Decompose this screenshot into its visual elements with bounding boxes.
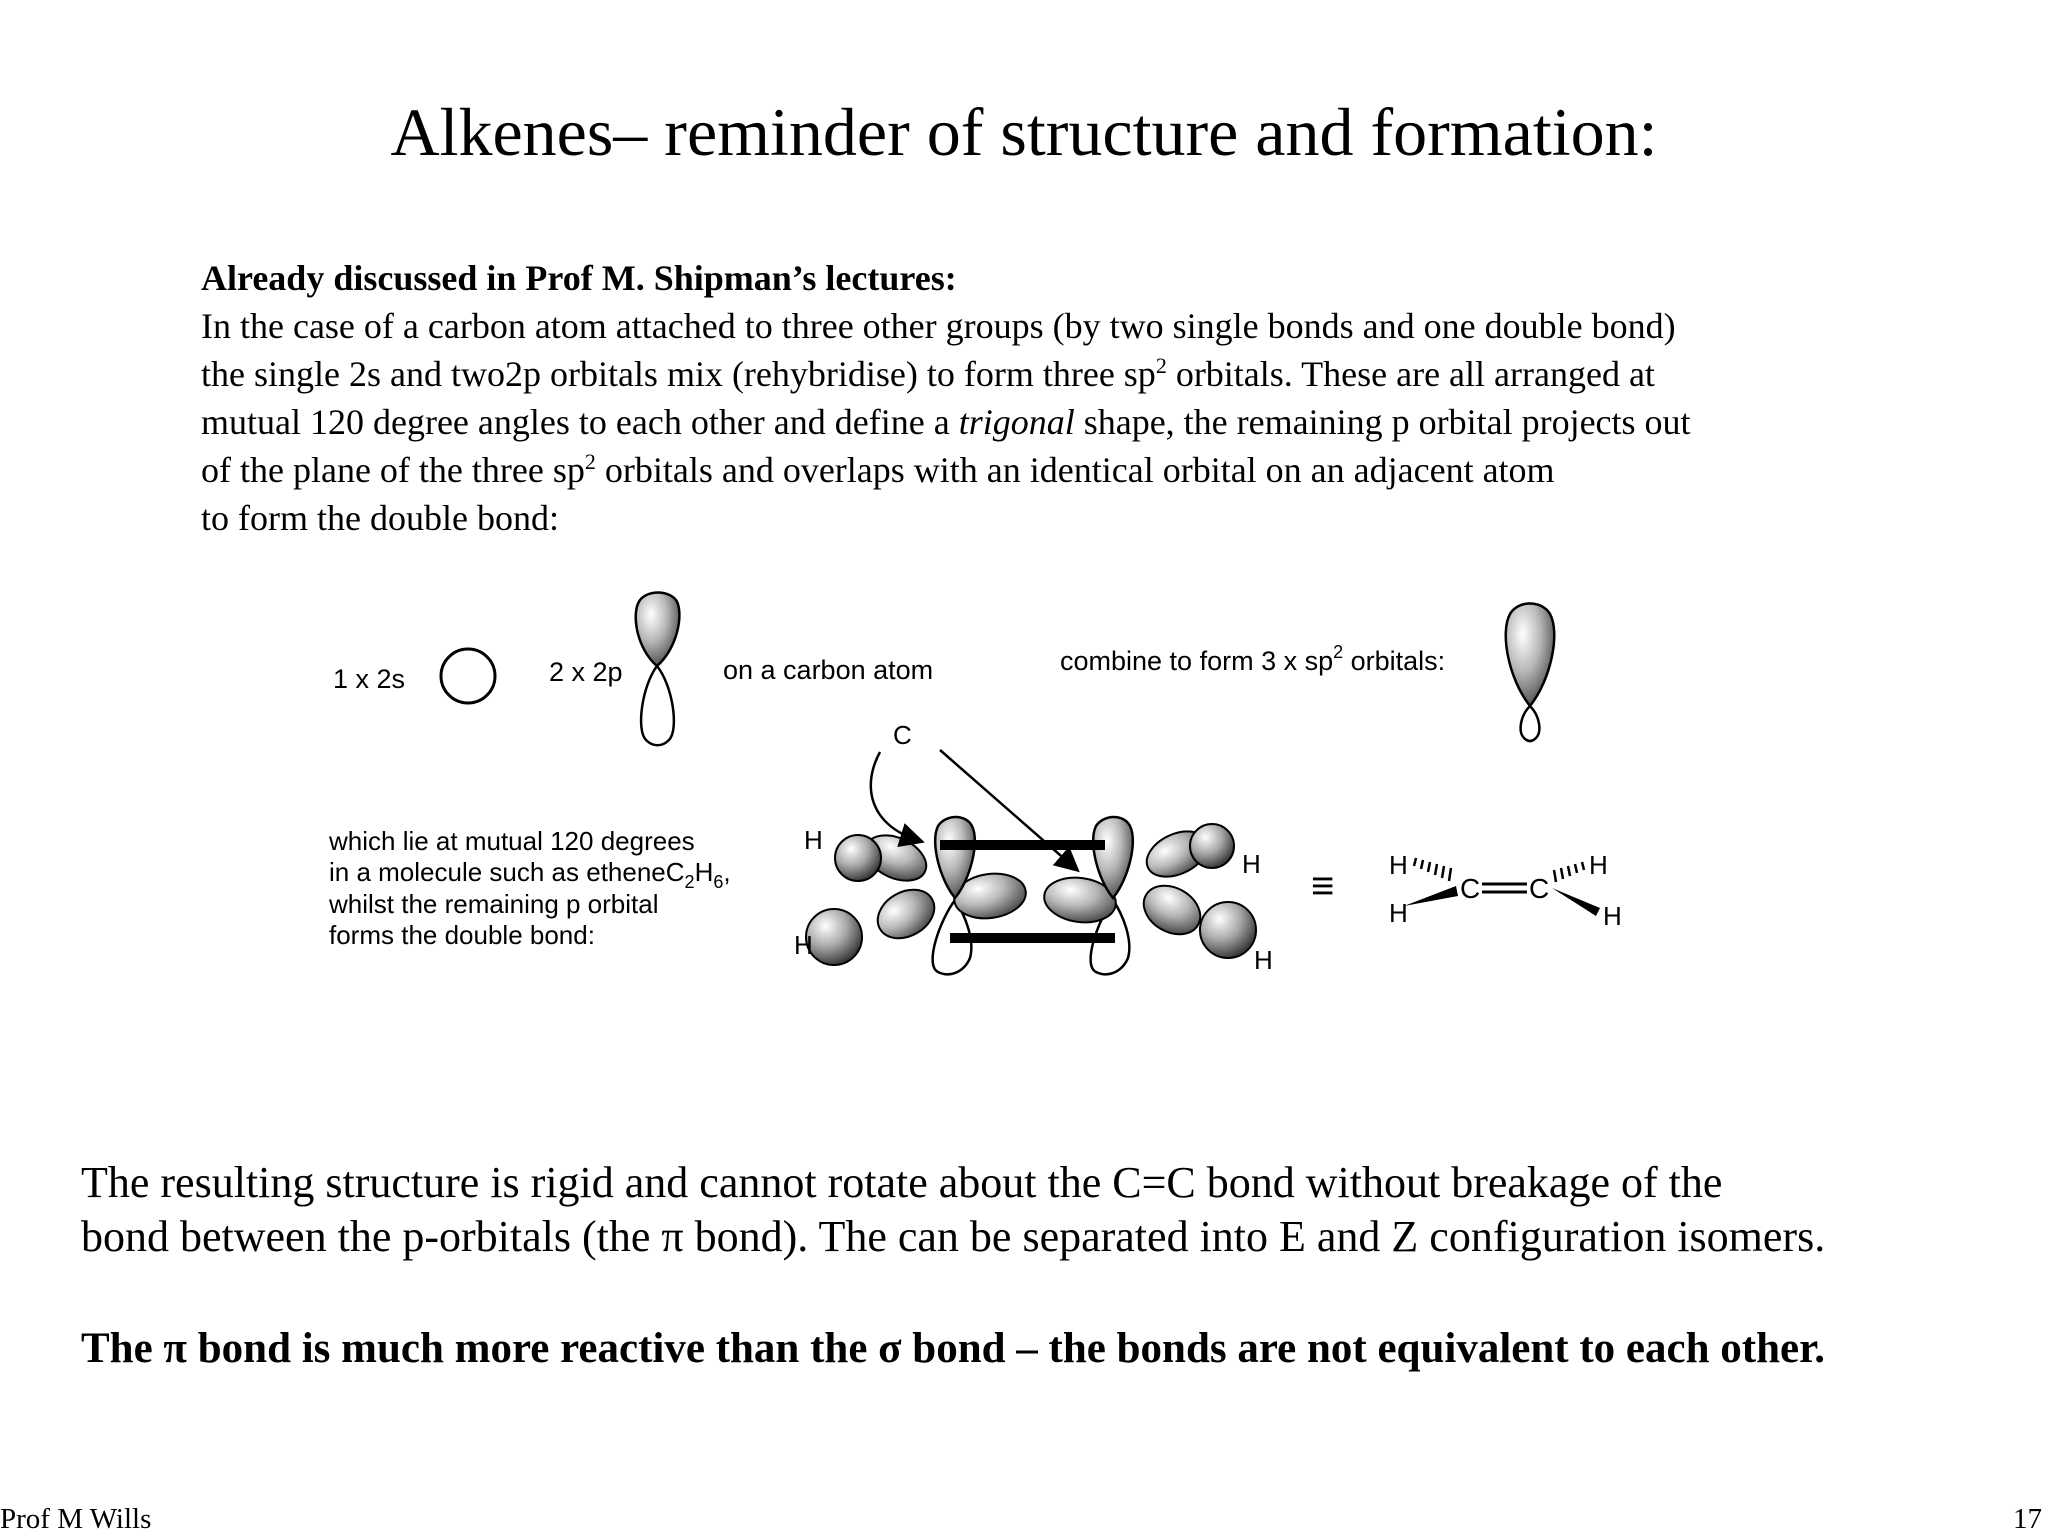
label-combine-sup: 2 xyxy=(1333,642,1344,662)
hydrogen-label: H xyxy=(1603,901,1622,931)
conclusion-line-2: bond between the p-orbitals (the π bond). The can be separated into E and Z configuration isomers. xyxy=(81,1212,1826,1261)
intro-paragraph xyxy=(201,254,2001,542)
caption-line-1: which lie at mutual 120 degrees xyxy=(329,826,695,856)
structure-carbon-left: C xyxy=(1460,873,1481,904)
label-2p: 2 x 2p xyxy=(549,657,623,687)
structure-carbon-right: C xyxy=(1529,873,1550,904)
intro-line-2-start: the single 2s and two2p orbitals mix (rehybridise) to form three sp xyxy=(201,354,1156,394)
label-2s: 1 x 2s xyxy=(333,664,406,694)
conclusion-line-1: The resulting structure is rigid and cannot rotate about the C=C bond without breakage of the xyxy=(81,1158,1723,1207)
caption-line-2-start: in a molecule such as etheneC xyxy=(329,857,685,887)
label-combine-end: orbitals: xyxy=(1343,646,1446,676)
label-combine xyxy=(1060,642,1445,676)
hydrogen-label: H xyxy=(1242,849,1261,879)
conclusion-paragraph xyxy=(81,1156,1825,1264)
hydrogen-label: H xyxy=(1389,898,1408,928)
ethene-orbital-model xyxy=(794,720,1273,975)
intro-line-5: to form the double bond: xyxy=(201,498,559,538)
hydrogen-label: H xyxy=(794,930,813,960)
hydrogen-label: H xyxy=(804,825,823,855)
footer-author: Prof M Wills xyxy=(0,1503,152,1535)
carbon-label: C xyxy=(893,720,912,750)
caption-line-4: forms the double bond: xyxy=(329,920,595,950)
intro-line-4-start: of the plane of the three sp xyxy=(201,450,585,490)
intro-line-3 xyxy=(201,398,2001,446)
intro-line-1: In the case of a carbon atom attached to three other groups (by two single bonds and one double bond) xyxy=(201,306,1676,346)
equivalence-symbol: ≡ xyxy=(1311,864,1335,908)
intro-line-2 xyxy=(201,350,2001,398)
hydrogen-label: H xyxy=(1389,850,1408,880)
caption-subscript-2: 2 xyxy=(684,872,695,892)
hydrogen-label: H xyxy=(1589,850,1608,880)
page-number: 17 xyxy=(2013,1503,2042,1535)
caption-line-3: whilst the remaining p orbital xyxy=(329,889,659,919)
sp2-orbital-icon xyxy=(1506,604,1555,742)
caption-hydrogen: H xyxy=(694,857,714,887)
intro-heading: Already discussed in Prof M. Shipman’s lectures: xyxy=(201,258,957,298)
p-orbital-icon xyxy=(636,593,680,746)
emphasis-statement: The π bond is much more reactive than the σ bond – the bonds are not equivalent to each other. xyxy=(81,1325,1825,1372)
intro-line-2-end: orbitals. These are all arranged at xyxy=(1166,354,1655,394)
intro-line-4-end: orbitals and overlaps with an identical orbital on an adjacent atom xyxy=(595,450,1555,490)
caption-line-2 xyxy=(329,857,731,892)
s-orbital-icon xyxy=(441,649,495,703)
slide-title: Alkenes– reminder of structure and formation: xyxy=(390,94,1658,170)
caption-comma: , xyxy=(723,857,731,887)
sp2-superscript: 2 xyxy=(1155,352,1167,378)
sp2-superscript: 2 xyxy=(584,448,596,474)
trigonal-term: trigonal xyxy=(958,402,1075,442)
intro-line-3-start: mutual 120 degree angles to each other and define a xyxy=(201,402,959,442)
intro-line-4 xyxy=(201,446,2001,494)
orbital-figure xyxy=(0,580,2048,1020)
hydrogen-label: H xyxy=(1254,945,1273,975)
label-combine-start: combine to form 3 x sp xyxy=(1060,646,1334,676)
label-carbon-atom: on a carbon atom xyxy=(723,655,934,685)
intro-line-3-end: shape, the remaining p orbital projects out xyxy=(1074,402,1691,442)
caption-subscript-6: 6 xyxy=(713,872,724,892)
ethene-structure xyxy=(1389,850,1622,931)
